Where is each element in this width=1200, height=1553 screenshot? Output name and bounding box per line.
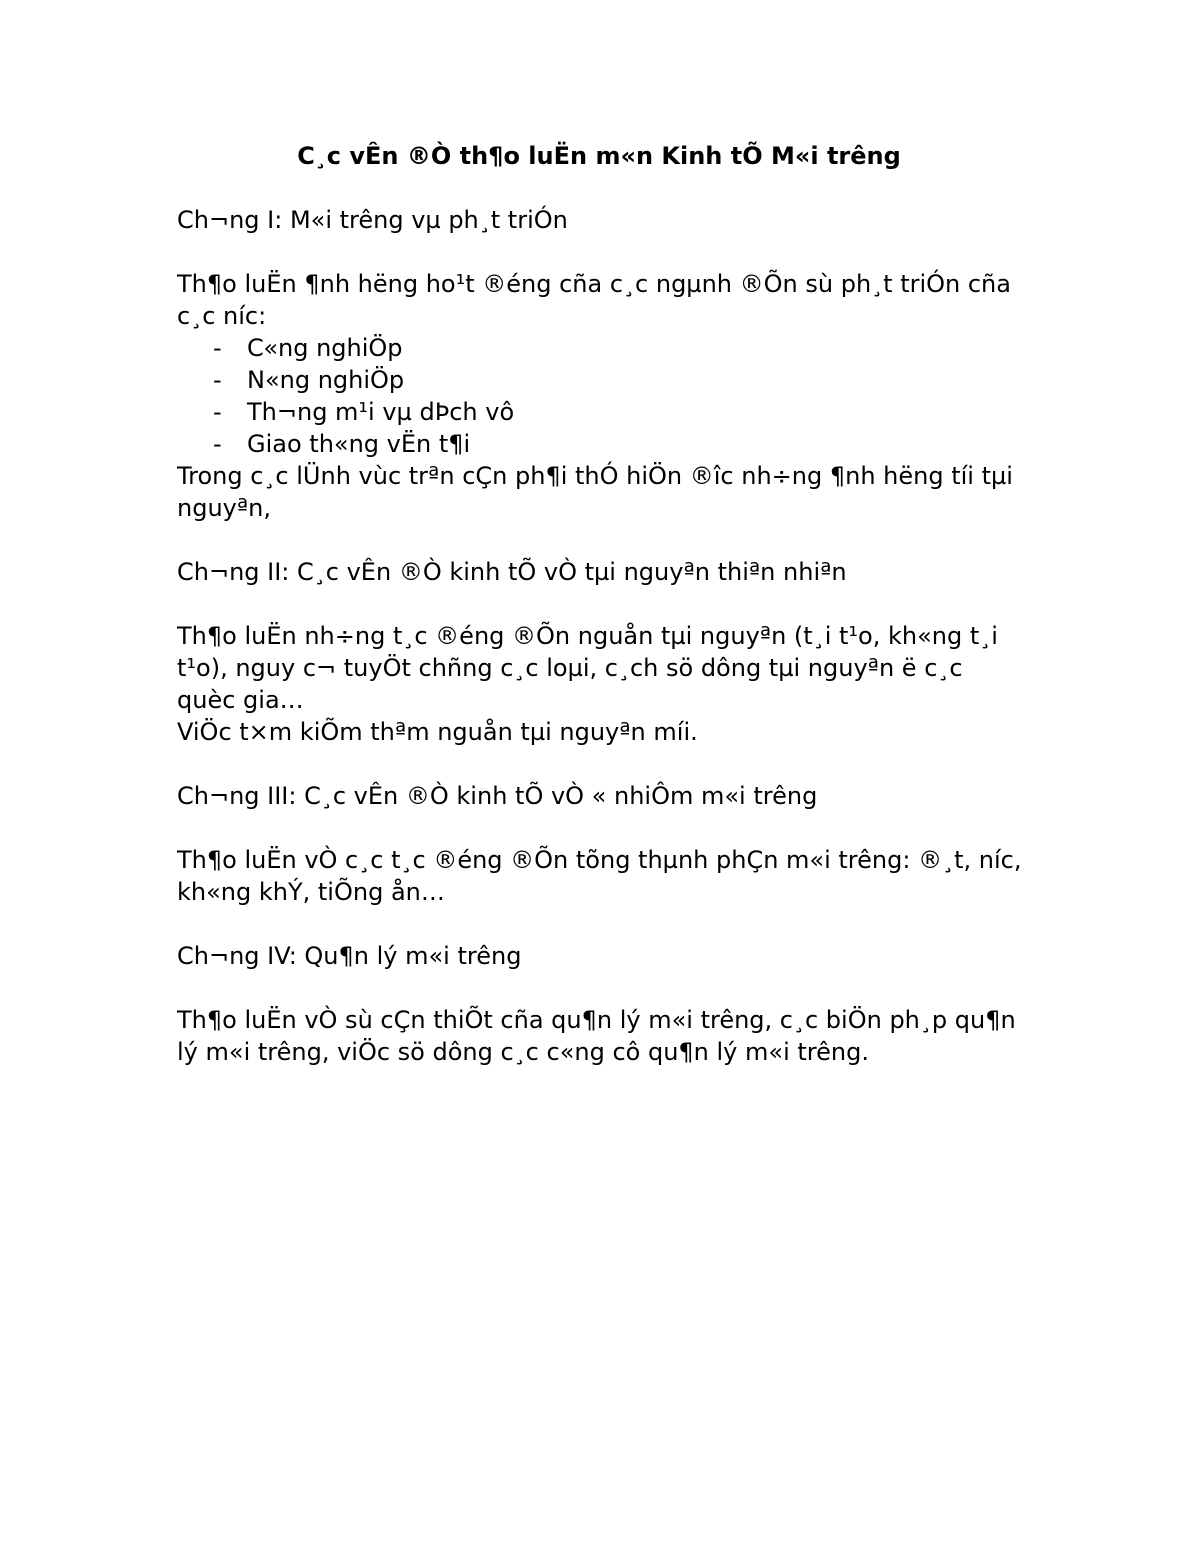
chapter-4-body: Th¶o luËn vÒ sù cÇn thiÕt cña qu¶n lý m«i trêng, c¸c biÖn ph¸p qu¶n lý m«i trêng, viÖc sö dông c¸c c«ng cô qu¶n lý m«i trêng. [177, 1006, 1016, 1066]
chapter-1-bullet-list [177, 332, 1027, 460]
chapter-4-heading: Ch¬ng IV: Qu¶n lý m«i trêng [177, 942, 522, 970]
document-body [177, 140, 1027, 1100]
chapter-1-outro: Trong c¸c lÜnh vùc trªn cÇn ph¶i thÓ hiÖn ®îc nh÷ng ¶nh hëng tíi tµi nguyªn, [177, 462, 1013, 522]
chapter-2-heading: Ch¬ng II: C¸c vÊn ®Ò kinh tÕ vÒ tµi nguyªn thiªn nhiªn [177, 558, 847, 586]
list-item [177, 364, 1027, 396]
list-item-text: Giao th«ng vËn t¶i [247, 430, 471, 458]
list-item [177, 428, 1027, 460]
list-item-text: Th¬ng m¹i vµ dÞch vô [247, 398, 515, 426]
list-item-text: C«ng nghiÖp [247, 334, 403, 362]
list-item-text: N«ng nghiÖp [247, 366, 405, 394]
bullet-dash: - [213, 398, 222, 426]
list-item [177, 332, 1027, 364]
chapter-2-body-2: ViÖc t×m kiÕm thªm nguån tµi nguyªn míi. [177, 718, 698, 746]
chapter-1-intro: Th¶o luËn ¶nh hëng ho¹t ®éng cña c¸c ngµnh ®Õn sù ph¸t triÓn cña c¸c níc: [177, 270, 1011, 330]
chapter-1-heading: Ch¬ng I: M«i trêng vµ ph¸t triÓn [177, 206, 568, 234]
list-item [177, 396, 1027, 428]
bullet-dash: - [213, 334, 222, 362]
bullet-dash: - [213, 430, 222, 458]
bullet-dash: - [213, 366, 222, 394]
chapter-3-heading: Ch¬ng III: C¸c vÊn ®Ò kinh tÕ vÒ « nhiÔm m«i trêng [177, 782, 818, 810]
chapter-2-body-1: Th¶o luËn nh÷ng t¸c ®éng ®Õn nguån tµi nguyªn (t¸i t¹o, kh«ng t¸i t¹o), nguy c¬ tuyÖt chñng c¸c loµi, c¸ch sö dông tµi nguyªn ë c¸c quèc gia… [177, 622, 998, 714]
chapter-3-body: Th¶o luËn vÒ c¸c t¸c ®éng ®Õn tõng thµnh phÇn m«i trêng: ®¸t, níc, kh«ng khÝ, tiÕng ån… [177, 846, 1022, 906]
document-title: C¸c vÊn ®Ò th¶o luËn m«n Kinh tÕ M«i trêng [297, 142, 901, 170]
